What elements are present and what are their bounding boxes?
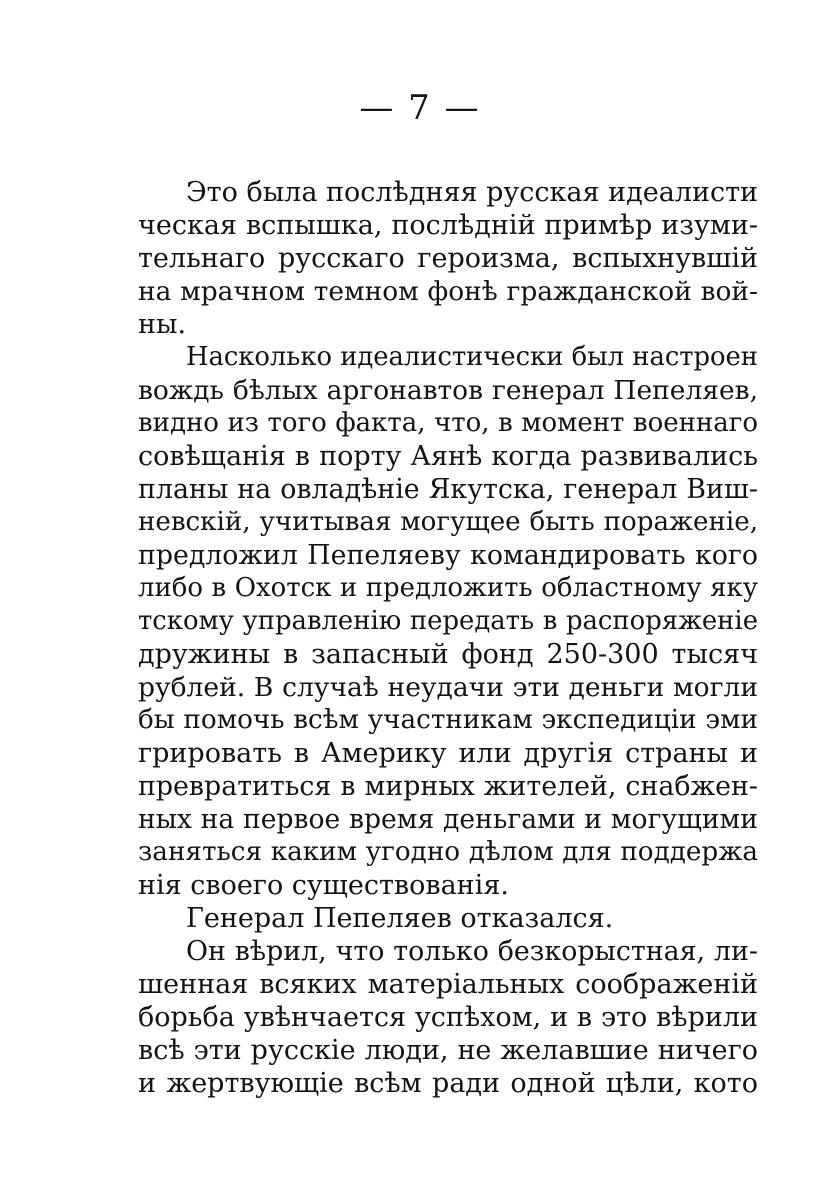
page-number: — 7 — [359, 88, 481, 128]
text-line: рублей. В случаѣ неудачи эти деньги могли [138, 672, 758, 703]
text-line: Генерал Пепеляев отказался. [186, 903, 614, 934]
text-line: ных на первое время деньгами и могущими [138, 804, 758, 835]
text-line: видно из того факта, что, в момент военнаго [138, 408, 758, 438]
text-line: планы на овладѣнiе Якутска, генерал Виш- [138, 474, 758, 505]
text-line: грировать в Америку или другiя страны и [138, 738, 758, 769]
text-line: ны. [138, 309, 187, 340]
text-line: Это была послѣдняя русская идеалисти [186, 177, 758, 208]
text-line: на мрачном темном фонѣ гражданской вой- [138, 276, 758, 307]
text-line: либо в Охотск и предложить областному яку [138, 573, 758, 603]
text-line: и жертвующiе всѣм ради одной цѣли, кото [138, 1068, 758, 1099]
text-line: дружины в запасный фонд 250-300 тысяч [138, 639, 758, 670]
text-line: шенная всяких матерiальных соображенiй [138, 969, 758, 1000]
text-line: Насколько идеалистически был настроен [186, 342, 758, 372]
text-line: тскому управленiю передать в распоряженiе [138, 606, 758, 636]
text-line: всѣ эти русскiе люди, не желавшие ничего [138, 1035, 758, 1066]
text-line: превратиться в мирных жителей, снабжен- [138, 771, 758, 802]
text-line: борьба увѣнчается успѣхом, и в это вѣрили [138, 1002, 758, 1033]
text-line: заняться каким угодно дѣлом для поддержа [138, 837, 758, 867]
text-line: предложил Пепеляеву командировать кого [138, 540, 758, 571]
text-line: нiя своего существованiя. [138, 870, 509, 901]
text-line: бы помочь всѣм участникам экспедицiи эми [138, 705, 758, 735]
text-line: ческая вспышка, послѣднiй примѣр изуми- [138, 210, 758, 241]
text-line: тельнаго русскаго героизма, вспыхнувшiй [138, 243, 758, 274]
text-line: вождь бѣлых аргонавтов генерал Пепеляев, [138, 375, 758, 406]
body-text [138, 176, 758, 1100]
text-line: совѣщанiя в порту Аянѣ когда развивались [138, 441, 758, 472]
text-line: невскiй, учитывая могущее быть пораженiе, [138, 507, 758, 537]
text-line: Он вѣрил, что только безкорыстная, ли- [186, 936, 758, 967]
